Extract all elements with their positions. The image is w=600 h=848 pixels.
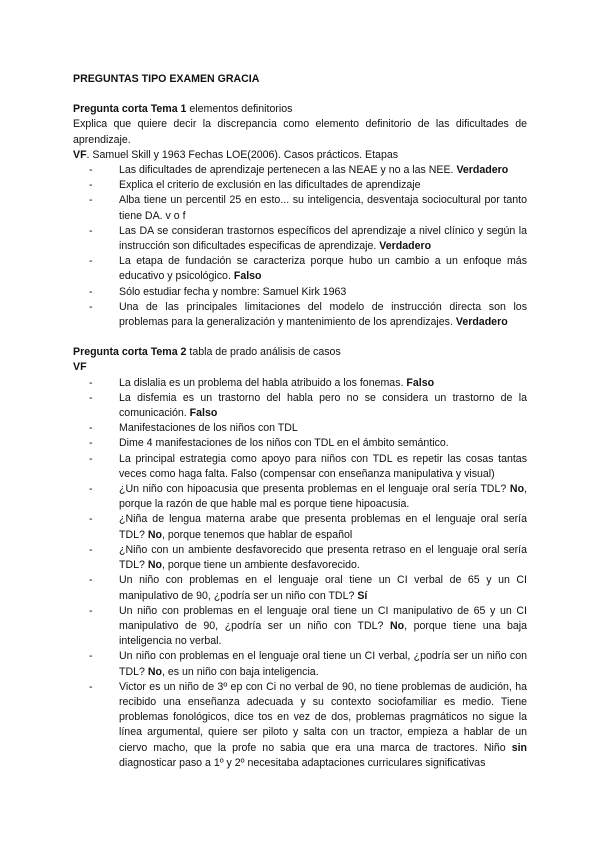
list-item: - ¿Niño con un ambiente desfavorecido que presenta retraso en el lenguaje oral sería TDL? No, porque tiene un ambiente desfavorecido. <box>89 543 527 572</box>
list-item: - Un niño con problemas en el lenguaje oral tiene un CI manipulativo de 65 y un CI manipulativo de 90, ¿podría ser un niño con TDL? No, porque tiene una baja inteligencia no verbal. <box>89 604 527 648</box>
list-item: - La disfemia es un trastorno del habla pero no se considera un trastorno de la comunicación. Falso <box>89 391 527 420</box>
list-item: - Alba tiene un percentil 25 en esto... su inteligencia, desventaja sociocultural por tanto tiene DA. v o f <box>89 194 527 222</box>
list-item: - La dislalia es un problema del habla atribuido a los fonemas. Falso <box>89 376 435 389</box>
list-item: - Un niño con problemas en el lenguaje oral tiene un CI verbal, ¿podría ser un niño con TDL? No, es un niño con baja inteligencia. <box>89 650 527 678</box>
answer-label: Verdadero <box>456 164 509 177</box>
list-item: - ¿Niña de lengua materna arabe que presenta problemas en el lenguaje oral sería TDL? No, porque tenemos que hablar de español <box>89 513 527 541</box>
list-item: - Sólo estudiar fecha y nombre: Samuel Kirk 1963 <box>89 285 347 298</box>
answer-label: No <box>147 559 162 572</box>
answer-label: sin <box>511 741 527 754</box>
section1-vf-text: . Samuel Skill y 1963 Fechas LOE(2006). Casos prácticos. Etapas <box>86 148 399 161</box>
document-content <box>73 72 527 771</box>
section2-heading-bold: Pregunta corta Tema 2 <box>73 346 187 359</box>
answer-label: Falso <box>189 407 218 420</box>
list-item: - Dime 4 manifestaciones de los niños con TDL en el ámbito semántico. <box>89 437 449 450</box>
list-item: - Explica el criterio de exclusión en las dificultades de aprendizaje <box>89 179 421 192</box>
section2-vf-label: VF <box>73 361 87 374</box>
list-item: - Las dificultades de aprendizaje pertenecen a las NEAE y no a las NEE. Verdadero <box>89 164 509 177</box>
answer-label: No <box>147 665 162 678</box>
section1-heading-bold: Pregunta corta Tema 1 <box>73 103 187 116</box>
section1-list <box>73 163 527 330</box>
document-title: PREGUNTAS TIPO EXAMEN GRACIA <box>73 73 260 85</box>
list-item: - Manifestaciones de los niños con TDL <box>89 422 298 435</box>
answer-label: No <box>147 528 162 541</box>
list-item: - La principal estrategia como apoyo para niños con TDL es repetir las cosas tantas veces como haga falta. Falso (compensar con enseñanza manipulativa y visual) <box>89 452 527 480</box>
answer-label: Falso <box>406 376 435 389</box>
answer-label: Verdadero <box>455 316 508 329</box>
section1-heading <box>73 102 527 117</box>
section2-vf-line <box>73 360 527 375</box>
answer-label: No <box>509 483 525 496</box>
list-item: - La etapa de fundación se caracteriza porque hubo un cambio a un enfoque más educativo y psicológico. Falso <box>89 255 527 283</box>
list-item: - ¿Un niño con hipoacusia que presenta problemas en el lenguaje oral sería TDL? No, porque la razón de que hable mal es porque tiene hipoacusia. <box>89 483 527 511</box>
answer-label: Verdadero <box>379 240 432 253</box>
section2-list <box>73 376 527 771</box>
section2-heading <box>73 345 527 360</box>
section1-heading-rest: elementos definitorios <box>186 103 293 116</box>
answer-label: Sí <box>357 589 368 602</box>
answer-label: Falso <box>233 270 262 283</box>
list-item: - Victor es un niño de 3º ep con Ci no verbal de 90, no tiene problemas de audición, ha recibido una enseñanza adecuada y su contexto sociofamiliar es medio. Tiene problemas fonológicos, dice tos en vez de dos, problemas pragmáticos no sigue la línea argumental, quiere ser piloto y salta con un tractor, empieza a hablar de un ciervo macho, que la profe no sabia que era una marca de tractores. Niño sin diagnosticar paso a 1º y 2º necesitaba adaptaciones curriculares significativas <box>89 680 527 769</box>
list-item: - Un niño con problemas en el lenguaje oral tiene un CI verbal de 65 y un CI manipulativo de 90, ¿podría ser un niño con TDL? Sí <box>89 574 527 602</box>
section1-intro: Explica que quiere decir la discrepancia como elemento definitorio de las dificultades de aprendizaje. <box>73 118 527 146</box>
list-item: - Las DA se consideran trastornos específicos del aprendizaje a nivel clínico y según la instrucción son dificultades especificas de aprendizaje. Verdadero <box>89 224 527 253</box>
list-item: - Una de las principales limitaciones del modelo de instrucción directa son los problemas para la generalización y mantenimiento de los aprendizajes. Verdadero <box>89 300 527 329</box>
section2-heading-rest: tabla de prado análisis de casos <box>186 346 341 359</box>
section1-vf-label: VF <box>73 148 87 161</box>
section1-vf-line <box>73 148 527 163</box>
answer-label: No <box>389 619 405 632</box>
